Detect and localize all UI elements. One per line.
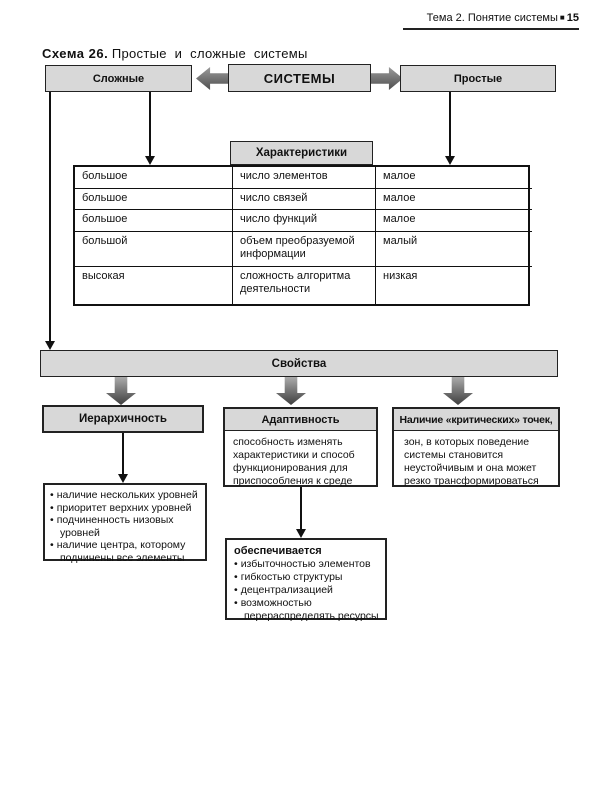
- arrowhead-down-icon: [45, 341, 55, 350]
- characteristics-table: [73, 165, 530, 306]
- list-item: • децентрализацией: [234, 584, 381, 597]
- critical-points-box: [392, 407, 560, 487]
- arrow-left-icon: [196, 67, 228, 90]
- list-item: • возможностью перераспределять ресурсы: [234, 597, 381, 623]
- adaptivity-description: способность изменять характеристики и способ функционирования для приспособления к среде: [233, 436, 355, 487]
- connector-complex-to-properties: [49, 92, 51, 341]
- hierarchy-features-list: [50, 489, 203, 565]
- critical-points-title: Наличие «критических» точек,: [399, 414, 553, 426]
- arrowhead-down-icon: [145, 156, 155, 165]
- connector-complex-to-table: [149, 92, 151, 156]
- hierarchy-header-box: [42, 405, 204, 433]
- page-running-head: [403, 12, 579, 30]
- list-item: • избыточностью элементов: [234, 558, 381, 571]
- list-item: • наличие центра, которому подчинены все элементы: [50, 539, 203, 564]
- connector-hierarchy-to-list: [122, 433, 124, 474]
- characteristics-header-label: Характеристики: [255, 147, 348, 159]
- table-cell: малое: [375, 209, 532, 231]
- table-cell: большое: [75, 188, 232, 209]
- arrowhead-down-icon: [445, 156, 455, 165]
- complex-systems-box: [45, 65, 192, 92]
- table-cell: малый: [375, 231, 532, 266]
- table-cell: большое: [75, 209, 232, 231]
- list-item: • гибкостью структуры: [234, 571, 381, 584]
- systems-label: СИСТЕМЫ: [263, 70, 336, 86]
- simple-systems-label: Простые: [453, 72, 503, 85]
- table-cell: сложность алгоритма деятельности: [232, 266, 375, 304]
- list-item: • подчиненность низовых уровней: [50, 514, 203, 539]
- page-number: 15: [566, 12, 579, 24]
- table-cell: высокая: [75, 266, 232, 304]
- properties-header-box: [40, 350, 558, 377]
- provided-by-title: обеспечивается: [234, 545, 322, 557]
- scheme-title-text: Простые и сложные системы: [111, 46, 308, 61]
- table-cell: число элементов: [232, 167, 375, 188]
- complex-systems-label: Сложные: [92, 72, 145, 85]
- hierarchy-features-box: [43, 483, 207, 564]
- adaptivity-title: Адаптивность: [261, 414, 340, 426]
- arrowhead-down-icon: [296, 529, 306, 538]
- simple-systems-box: [400, 65, 556, 92]
- provided-by-list: [234, 558, 381, 623]
- list-item: • наличие нескольких уровней: [50, 489, 203, 502]
- critical-points-description: зон, в которых поведение системы становится неустойчивым и она может резко трансформироваться: [404, 436, 539, 487]
- scheme-title: [42, 46, 308, 61]
- table-cell: большое: [82, 170, 128, 182]
- square-bullet-icon: ■: [559, 13, 565, 22]
- table-cell: объем преобразуемой информации: [232, 231, 375, 266]
- list-item: • приоритет верхних уровней: [50, 502, 203, 515]
- connector-simple-to-table: [449, 92, 451, 156]
- block-arrow-down-icon: [443, 377, 473, 405]
- hierarchy-title: Иерархичность: [78, 413, 167, 425]
- block-arrow-down-icon: [106, 377, 136, 405]
- table-cell: малое: [375, 188, 532, 209]
- table-cell: большой: [75, 231, 232, 266]
- arrow-right-icon: [371, 67, 403, 90]
- connector-adaptivity-to-provided: [300, 487, 302, 529]
- arrowhead-down-icon: [118, 474, 128, 483]
- table-cell: число функций: [232, 209, 375, 231]
- critical-points-header: [394, 409, 558, 431]
- adaptivity-header: [225, 409, 376, 431]
- scheme-title-label: Схема 26.: [42, 46, 109, 61]
- systems-box: [228, 64, 371, 92]
- block-arrow-down-icon: [276, 377, 306, 405]
- properties-header-label: Свойства: [271, 357, 327, 370]
- table-cell: низкая: [375, 266, 532, 304]
- running-head-topic: Тема 2. Понятие системы: [426, 12, 558, 24]
- table-cell: малое: [375, 167, 532, 188]
- characteristics-header-box: [230, 141, 373, 165]
- table-cell: число связей: [232, 188, 375, 209]
- adaptivity-box: [223, 407, 378, 487]
- provided-by-box: [225, 538, 387, 620]
